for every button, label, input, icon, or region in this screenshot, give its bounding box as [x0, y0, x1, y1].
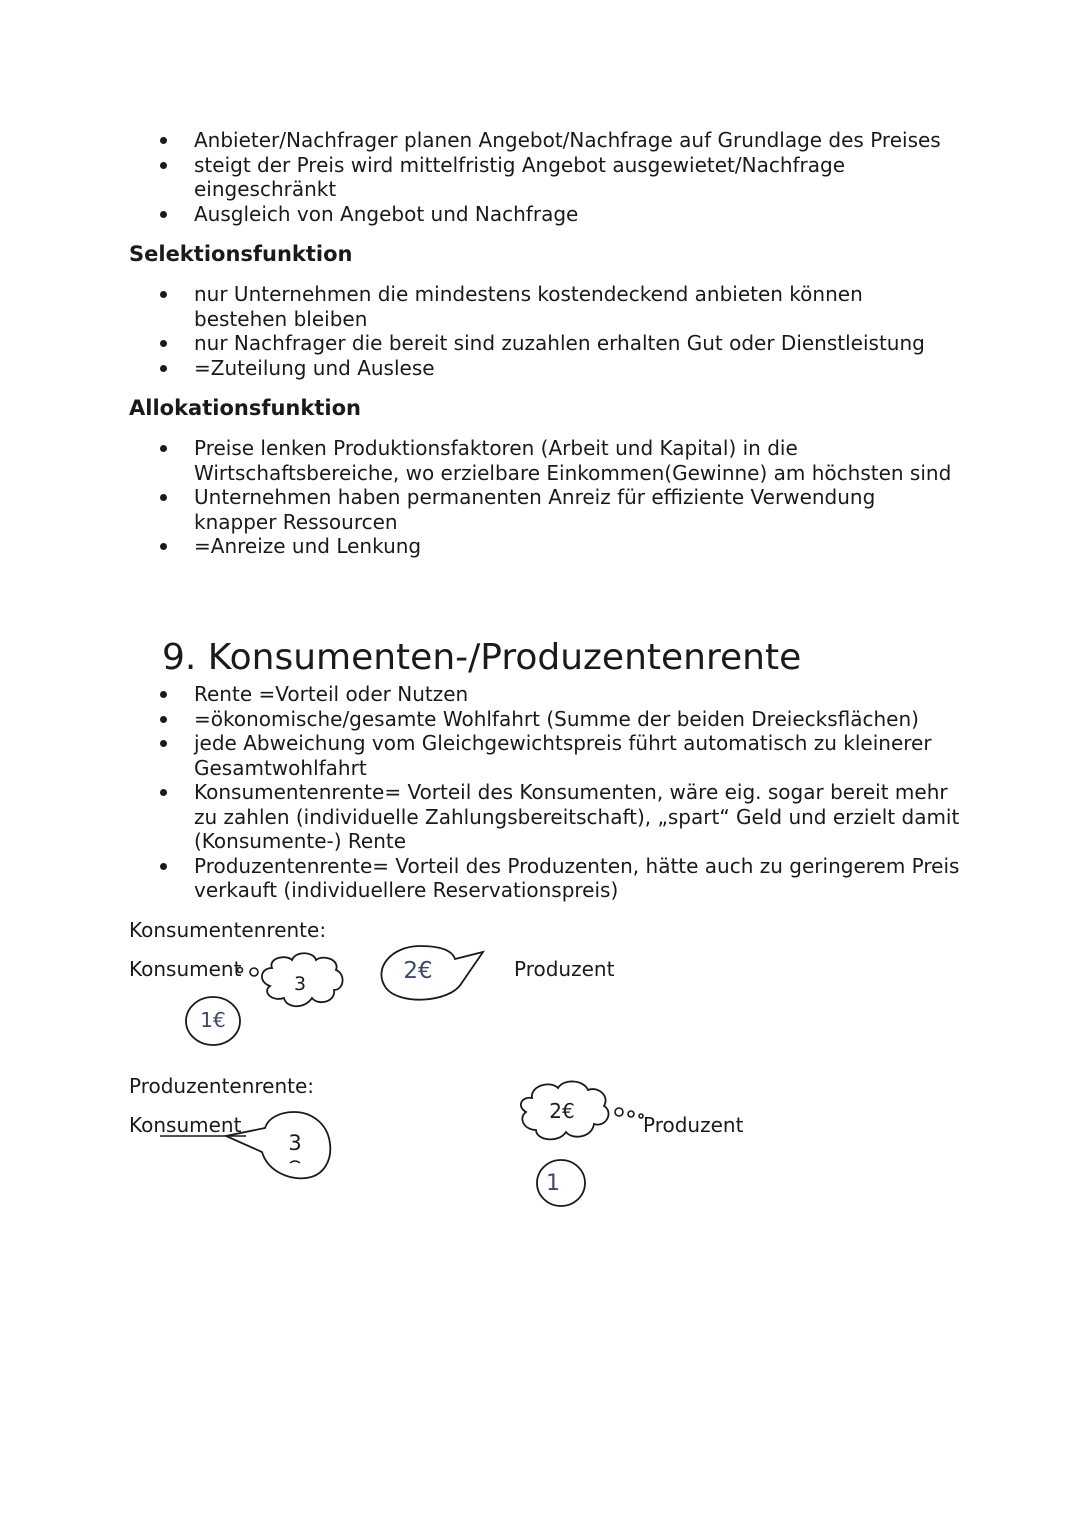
allokation-heading: Allokationsfunktion: [129, 396, 361, 420]
list-item: Preise lenken Produktionsfaktoren (Arbeit und Kapital) in die Wirtschaftsbereiche, wo erzielbare Einkommen(Gewinne) am höchsten sind: [160, 436, 960, 485]
produzent-label-2: Produzent: [643, 1113, 744, 1137]
list-item: Unternehmen haben permanenten Anreiz für effiziente Verwendung knapper Ressourcen: [160, 485, 960, 534]
list-item: Konsumentenrente= Vorteil des Konsumenten, wäre eig. sogar bereit mehr zu zahlen (individuelle Zahlungsbereitschaft), „spart“ Geld und erzielt damit (Konsumente-) Rente: [160, 780, 960, 854]
list-item: Ausgleich von Angebot und Nachfrage: [160, 202, 960, 227]
list-item: Produzentenrente= Vorteil des Produzenten, hätte auch zu geringerem Preis verkauft (individuellere Reservationspreis): [160, 854, 960, 903]
konsumentenrente-label: Konsumentenrente:: [129, 918, 327, 942]
speech-bubble-2: [226, 1112, 330, 1178]
thought-trail-dots-1: [238, 968, 259, 977]
thought-cloud-2-value: 2€: [549, 1099, 575, 1123]
thought-cloud-1-value: 3: [293, 973, 307, 995]
produzentenrente-label: Produzentenrente:: [129, 1074, 315, 1098]
small-bubble-2: [537, 1160, 585, 1206]
list-item: =ökonomische/gesamte Wohlfahrt (Summe der beiden Dreiecksflächen): [160, 707, 960, 732]
list-item: jede Abweichung vom Gleichgewichtspreis führt automatisch zu kleinerer Gesamtwohlfahrt: [160, 731, 960, 780]
list-item: Rente =Vorteil oder Nutzen: [160, 682, 960, 707]
list-item: Anbieter/Nachfrager planen Angebot/Nachfrage auf Grundlage des Preises: [160, 128, 960, 153]
list-item: steigt der Preis wird mittelfristig Angebot ausgewietet/Nachfrage eingeschränkt: [160, 153, 960, 202]
small-bubble-1-value: 1€: [200, 1008, 226, 1032]
list-item: =Zuteilung und Auslese: [160, 356, 960, 381]
thought-trail-dots-2: [615, 1108, 643, 1118]
list-item: nur Nachfrager die bereit sind zuzahlen erhalten Gut oder Dienstleistung: [160, 331, 960, 356]
list-item: =Anreize und Lenkung: [160, 534, 960, 559]
section-title: 9. Konsumenten-/Produzentenrente: [162, 637, 802, 678]
list-item: nur Unternehmen die mindestens kostendeckend anbieten können bestehen bleiben: [160, 282, 960, 331]
produzent-label-1: Produzent: [514, 957, 615, 981]
selektion-heading: Selektionsfunktion: [129, 242, 353, 266]
speech-bubble-1-value: 2€: [403, 958, 433, 984]
small-bubble-2-value: 1: [546, 1171, 560, 1196]
konsument-label-1: Konsument: [129, 957, 242, 981]
speech-bubble-2-value: 3: [288, 1131, 302, 1155]
konsument-label-2: Konsument: [129, 1113, 242, 1137]
